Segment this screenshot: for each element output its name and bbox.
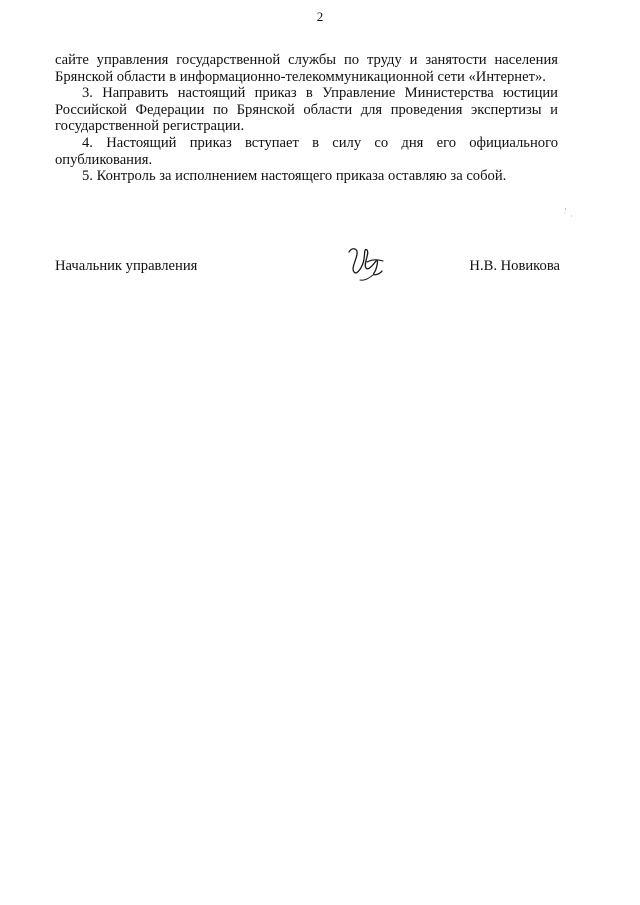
paragraph-item-3 bbox=[55, 85, 558, 135]
text-line: «Интернет». bbox=[468, 68, 546, 85]
text-line: сайте управления государственной службы по труду и занятости населения bbox=[55, 52, 558, 68]
text-line: 4. Настоящий приказ вступает в силу со дня его официального bbox=[82, 134, 558, 151]
signature-block bbox=[55, 254, 560, 294]
paragraph-continuation bbox=[55, 52, 558, 85]
paragraph-item-5 bbox=[55, 168, 558, 185]
document-body bbox=[55, 52, 558, 185]
text-line: 3. Направить настоящий приказ в Управление Министерства юстиции bbox=[82, 85, 558, 102]
text-line: Брянской области в информационно-телекоммуникационной сети bbox=[55, 68, 465, 85]
signatory-name: Н.В. Новикова bbox=[469, 258, 560, 274]
signatory-title: Начальник управления bbox=[55, 258, 198, 274]
scan-speck bbox=[564, 207, 567, 215]
handwritten-signature bbox=[343, 242, 389, 284]
paragraph-item-4 bbox=[55, 135, 558, 168]
text-line: опубликования. bbox=[55, 151, 153, 168]
page-number: 2 bbox=[316, 9, 324, 24]
text-line: государственной регистрации. bbox=[55, 118, 245, 135]
text-line: Российской Федерации по Брянской области для проведения экспертизы и bbox=[55, 101, 558, 118]
scan-speck bbox=[570, 212, 573, 220]
text-line: 5. Контроль за исполнением настоящего приказа оставляю за собой. bbox=[82, 168, 507, 185]
